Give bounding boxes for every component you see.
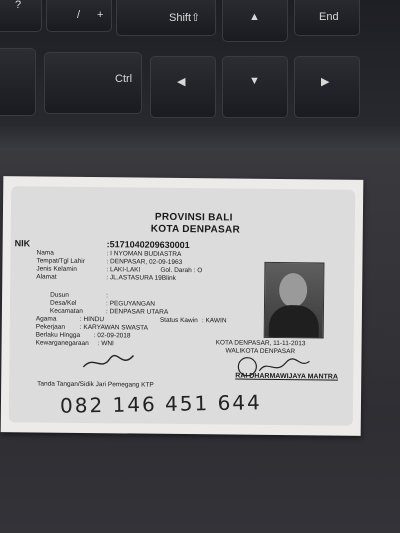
jk-label: Jenis Kelamin <box>36 265 77 273</box>
kewarganegaraan-label: Kewarganegaraan <box>35 339 89 348</box>
holder-photo <box>264 262 325 339</box>
status-kawin-value: : KAWIN <box>201 317 227 325</box>
dusun-value: : <box>106 292 108 300</box>
key-left-edge[interactable] <box>0 48 36 116</box>
key-ctrl[interactable]: Ctrl <box>44 52 142 114</box>
key-left[interactable]: ◀ <box>150 56 216 118</box>
key-question[interactable]: ? <box>0 0 42 32</box>
nama-label: Nama <box>36 249 54 257</box>
key-end[interactable]: End <box>294 0 360 36</box>
holder-shoulders <box>269 305 319 338</box>
kewarganegaraan-value: : WNI <box>97 340 114 348</box>
kecamatan-value: : DENPASAR UTARA <box>105 308 169 316</box>
province-title: PROVINSI BALI <box>154 211 233 224</box>
status-kawin-label: Status Kawin <box>159 316 198 325</box>
dusun-label: Dusun <box>50 291 69 299</box>
pekerjaan-value: : KARYAWAN SWASTA <box>79 323 149 332</box>
desa-label: Desa/Kel <box>49 299 77 307</box>
pekerjaan-label: Pekerjaan <box>35 323 66 331</box>
berlaku-value: : 02-09-2018 <box>93 332 131 340</box>
nik-value: :5171040209630001 <box>106 239 190 251</box>
key-up[interactable]: ▲ <box>222 0 288 42</box>
desa-value: : PEGUYANGAN <box>105 300 156 308</box>
key-slash[interactable]: / + <box>46 0 112 32</box>
berlaku-label: Berlaku Hingga <box>35 331 81 339</box>
agama-value: : HINDU <box>79 315 105 324</box>
kecamatan-label: Kecamatan <box>49 307 83 315</box>
issuer-name: RAI DHARMAWIJAYA MANTRA <box>235 372 338 381</box>
holder-face <box>279 273 307 307</box>
city-title: KOTA DENPASAR <box>150 223 241 236</box>
nik-label: NIK <box>14 238 31 249</box>
jk-value: : LAKI-LAKI <box>106 266 141 274</box>
key-shift[interactable]: Shift⇧ <box>116 0 216 36</box>
alamat-value: : JL.ASTASURA 19Blink <box>106 274 176 282</box>
id-card-body <box>9 186 355 426</box>
agama-label: Agama <box>35 315 57 323</box>
laptop-keyboard <box>0 0 400 150</box>
key-down[interactable]: ▼ <box>222 56 288 118</box>
gol-darah: Gol. Darah : O <box>160 266 203 275</box>
ttl-value: : DENPASAR, 02-09-1963 <box>106 258 183 266</box>
issuer-title: WALIKOTA DENPASAR <box>225 347 296 356</box>
handwritten-phone-number: 082 146 451 644 <box>59 390 262 418</box>
issue-place-date: KOTA DENPASAR, 11-11-2013 <box>215 339 306 348</box>
alamat-label: Alamat <box>36 273 57 281</box>
laptop-palmrest-edge <box>0 126 400 152</box>
key-right[interactable]: ▶ <box>294 56 360 118</box>
ttl-label: Tempat/Tgl Lahir <box>36 257 85 265</box>
nama-value: : I NYOMAN BUDIASTRA <box>106 250 182 258</box>
holder-signature <box>79 351 139 374</box>
holder-sign-label: Tanda Tangan/Sidik Jari Pemegang KTP <box>37 380 154 389</box>
